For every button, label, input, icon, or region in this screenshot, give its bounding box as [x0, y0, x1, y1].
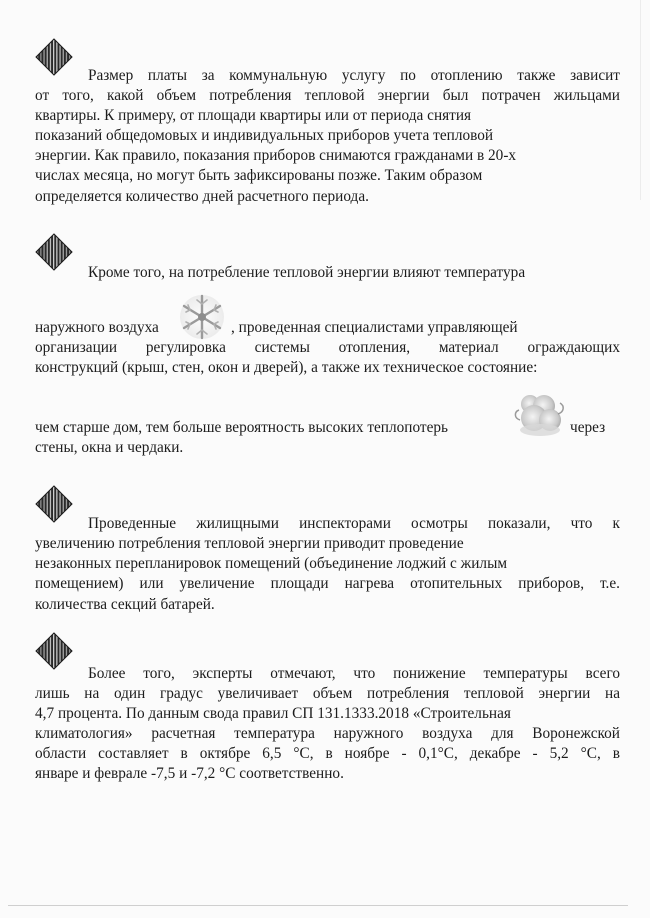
- paragraph-2-line-1: Кроме того, на потребление тепловой энергии влияют температура: [88, 264, 526, 281]
- steam-cloud-icon: [510, 390, 568, 438]
- page-bottom-rule: [8, 905, 628, 906]
- paragraph-4-line-6: январе и феврале -7,5 и -7,2 °С соответственно.: [35, 765, 344, 782]
- paragraph-3-line-1: Проведенные жилищными инспекторами осмотры показали, что к: [88, 515, 620, 532]
- diamond-bullet-icon: [35, 485, 73, 523]
- paragraph-1-line-2: от того, какой объем потребления тепловой энергии был потрачен жильцами: [35, 87, 620, 104]
- paragraph-4-line-1: Более того, эксперты отмечают, что понижение температуры всего: [88, 665, 620, 682]
- diamond-bullet-icon: [35, 38, 73, 76]
- scan-edge-shadow: [640, 0, 641, 200]
- paragraph-4-line-2: лишь на один градус увеличивает объем потребления тепловой энергии на: [35, 685, 620, 702]
- paragraph-2-line-5-end: через: [570, 419, 606, 436]
- paragraph-2-line-2-end: , проведенная специалистами управляющей: [231, 319, 518, 336]
- paragraph-1-line-7: определяется количество дней расчетного периода.: [35, 188, 369, 205]
- paragraph-1-line-1: Размер платы за коммунальную услугу по отоплению также зависит: [88, 67, 620, 84]
- paragraph-3-line-4: помещением) или увеличение площади нагрева отопительных приборов, т.е.: [35, 575, 620, 592]
- paragraph-2-line-3: организации регулировка системы отопления, материал ограждающих: [35, 339, 620, 356]
- diamond-bullet-icon: [35, 233, 73, 271]
- snowflake-icon: [174, 292, 230, 342]
- diamond-bullet-icon: [35, 632, 73, 670]
- paragraph-3-line-3: незаконных перепланировок помещений (объединение лоджий с жилым: [35, 555, 508, 572]
- paragraph-1-line-6: числах месяца, но могут быть зафиксированы позже. Таким образом: [35, 167, 483, 184]
- paragraph-2-line-5-start: чем старше дом, тем больше вероятность высоких теплопотерь: [35, 419, 449, 436]
- paragraph-4-line-5: области составляет в октябре 6,5 °С, в ноябре - 0,1°С, декабре - 5,2 °С, в: [35, 745, 620, 762]
- paragraph-1-line-4: показаний общедомовых и индивидуальных приборов учета тепловой: [35, 127, 494, 144]
- paragraph-2-line-6: стены, окна и чердаки.: [35, 439, 184, 456]
- paragraph-1-line-3: квартиры. К примеру, от площади квартиры или от периода снятия: [35, 107, 472, 124]
- paragraph-4-line-4: климатология» расчетная температура наружного воздуха для Воронежской: [35, 725, 620, 742]
- paragraph-3-line-5: количества секций батарей.: [35, 596, 215, 613]
- paragraph-4-line-3: 4,7 процента. По данным свода правил СП 131.1333.2018 «Строительная: [35, 705, 511, 722]
- paragraph-2-line-4: конструкций (крыш, стен, окон и дверей), а также их техническое состояние:: [35, 359, 538, 376]
- paragraph-1-line-5: энергии. Как правило, показания приборов снимаются гражданами в 20-х: [35, 147, 517, 164]
- paragraph-3-line-2: увеличению потребления тепловой энергии приводит проведение: [35, 535, 464, 552]
- paragraph-2-line-2-start: наружного воздуха: [35, 319, 159, 336]
